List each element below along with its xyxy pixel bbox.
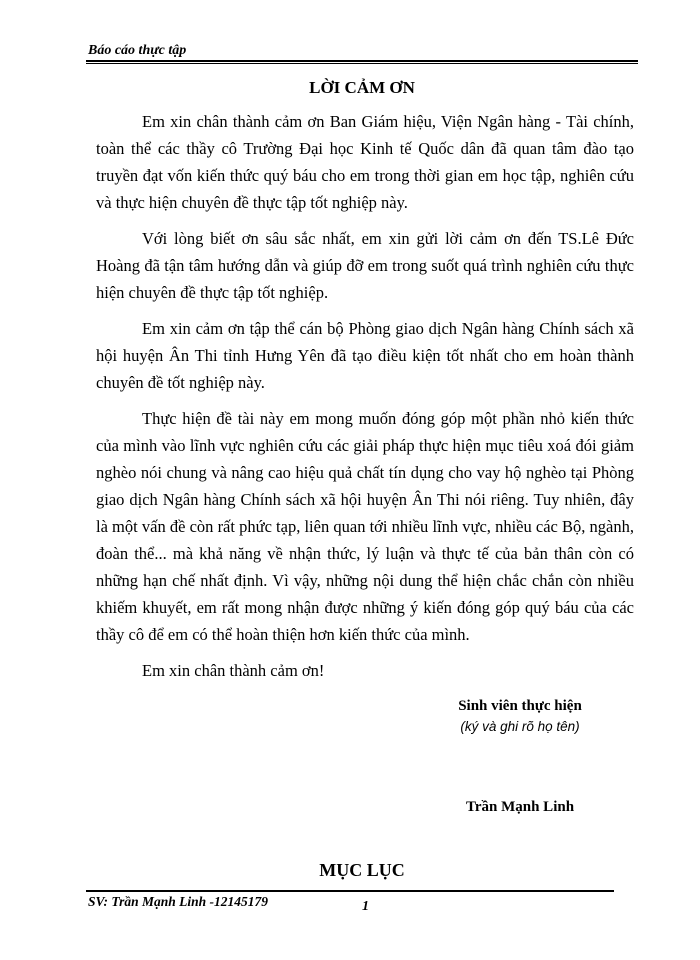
signature-role: Sinh viên thực hiện (458, 698, 582, 714)
paragraph-4: Thực hiện đề tài này em mong muốn đóng góp một phần nhỏ kiến thức của mình vào lĩnh vực nghiên cứu các giải pháp thực hiện mục tiêu xoá đói giảm nghèo nói chung và nâng cao hiệu quả chất tín dụng cho vay hộ nghèo tại Phòng giao dịch Ngân hàng Chính sách xã hội huyện Ân Thi nói riêng. Tuy nhiên, đây là một vấn đề còn rất phức tạp, liên quan tới nhiều lĩnh vực, nhiều các Bộ, ngành, đoàn thể... mà khả năng về nhận thức, lý luận và thực tế của bản thân còn có những hạn chế nhất định. Vì vậy, những nội dung thể hiện chắc chắn còn nhiều khiếm khuyết, em rất mong nhận được những ý kiến đóng góp quý báu của các thầy cô để em có thể hoàn thiện hơn kiến thức của mình. (96, 409, 634, 644)
footer-student: SV: Trần Mạnh Linh -12145179 (88, 894, 269, 909)
paragraph-3: Em xin cảm ơn tập thể cán bộ Phòng giao dịch Ngân hàng Chính sách xã hội huyện Ân Thi tỉnh Hưng Yên đã tạo điều kiện tốt nhất cho em hoàn thành chuyên đề tốt nghiệp này. (96, 319, 634, 392)
acknowledgement-body (96, 108, 634, 693)
paragraph-1: Em xin chân thành cảm ơn Ban Giám hiệu, Viện Ngân hàng - Tài chính, toàn thể các thầy cô Trường Đại học Kinh tế Quốc dân đã quan tâm đào tạo truyền đạt vốn kiến thức quý báu cho em trong thời gian em học tập, nghiên cứu và thực hiện chuyên đề thực tập tốt nghiệp này. (96, 112, 634, 212)
page-number: 1 (362, 899, 369, 914)
signature-block (440, 696, 600, 738)
table-of-contents-title: MỤC LỤC (319, 860, 405, 880)
header-rule (86, 60, 638, 64)
signature-name: Trần Mạnh Linh (465, 799, 575, 815)
running-header: Báo cáo thực tập (88, 43, 187, 58)
signature-note: (ký và ghi rõ họ tên) (460, 719, 580, 734)
footer-rule (86, 890, 614, 892)
acknowledgement-title: LỜI CẢM ƠN (309, 78, 415, 97)
closing-line: Em xin chân thành cảm ơn! (142, 661, 325, 680)
paragraph-2: Với lòng biết ơn sâu sắc nhất, em xin gửi lời cảm ơn đến TS.Lê Đức Hoàng đã tận tâm hướng dẫn và giúp đỡ em trong suốt quá trình nghiên cứu thực hiện chuyên đề thực tập tốt nghiệp. (96, 229, 634, 302)
